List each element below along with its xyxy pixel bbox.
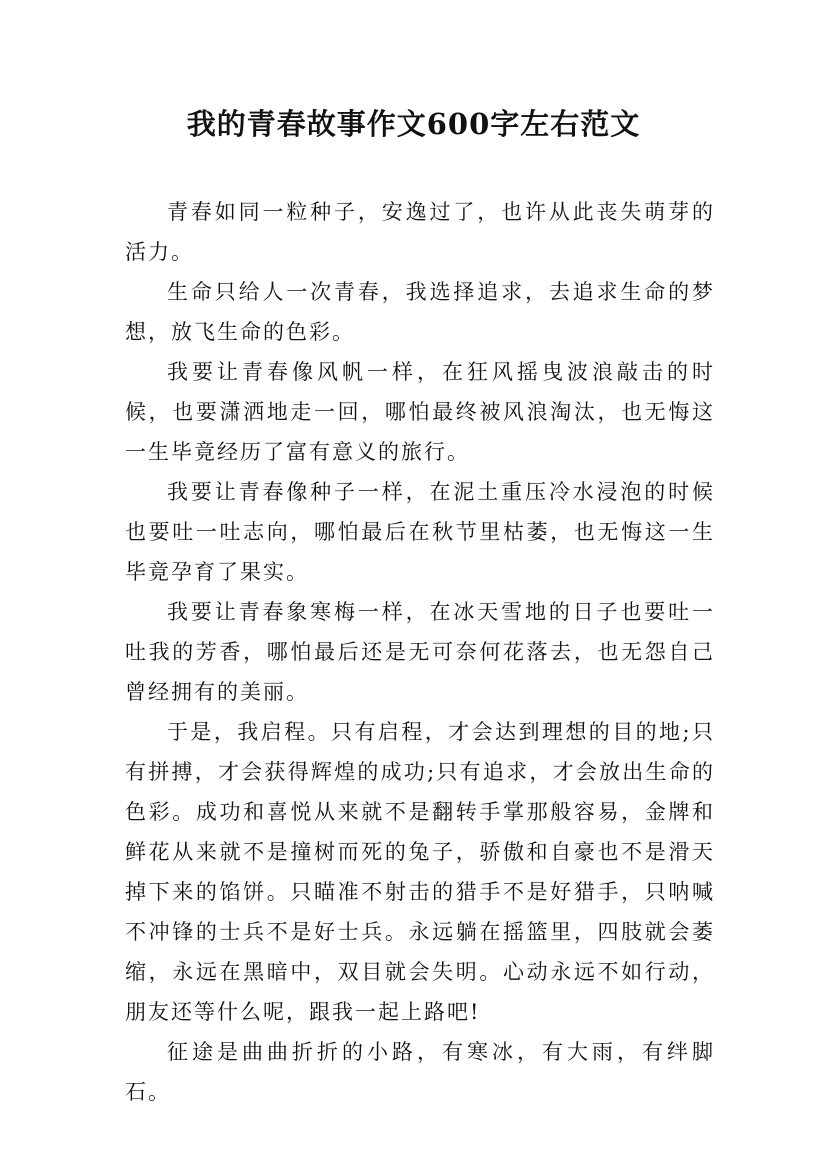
paragraph-7: 征途是曲曲折折的小路，有寒冰，有大雨，有绊脚石。 [125, 1040, 715, 1104]
document-title: 我的青春故事作文600字左右范文 [186, 107, 641, 141]
document-body [125, 192, 715, 1112]
paragraph-5: 我要让青春象寒梅一样，在冰天雪地的日子也要吐一吐我的芳香，哪怕最后还是无可奈何花落去，也无怨自己曾经拥有的美丽。 [125, 600, 715, 704]
paragraph-6: 于是，我启程。只有启程，才会达到理想的目的地;只有拼搏，才会获得辉煌的成功;只有追求，才会放出生命的色彩。成功和喜悦从来就不是翻转手掌那般容易，金牌和鲜花从来就不是撞树而死的兔子，骄傲和自豪也不是滑天掉下来的馅饼。只瞄准不射击的猎手不是好猎手，只呐喊不冲锋的士兵不是好士兵。永远躺在摇篮里，四肢就会萎缩，永远在黑暗中，双目就会失明。心动永远不如行动，朋友还等什么呢，跟我一起上路吧! [125, 720, 715, 1024]
paragraph-4: 我要让青春像种子一样，在泥土重压冷水浸泡的时候也要吐一吐志向，哪怕最后在秋节里枯萎，也无悔这一生毕竟孕育了果实。 [125, 480, 715, 584]
paragraph-1: 青春如同一粒种子，安逸过了，也许从此丧失萌芽的活力。 [125, 200, 715, 264]
paragraph-2: 生命只给人一次青春，我选择追求，去追求生命的梦想，放飞生命的色彩。 [125, 280, 715, 344]
paragraph-3: 我要让青春像风帆一样，在狂风摇曳波浪敲击的时候，也要潇洒地走一回，哪怕最终被风浪淘汰，也无悔这一生毕竟经历了富有意义的旅行。 [125, 360, 715, 464]
